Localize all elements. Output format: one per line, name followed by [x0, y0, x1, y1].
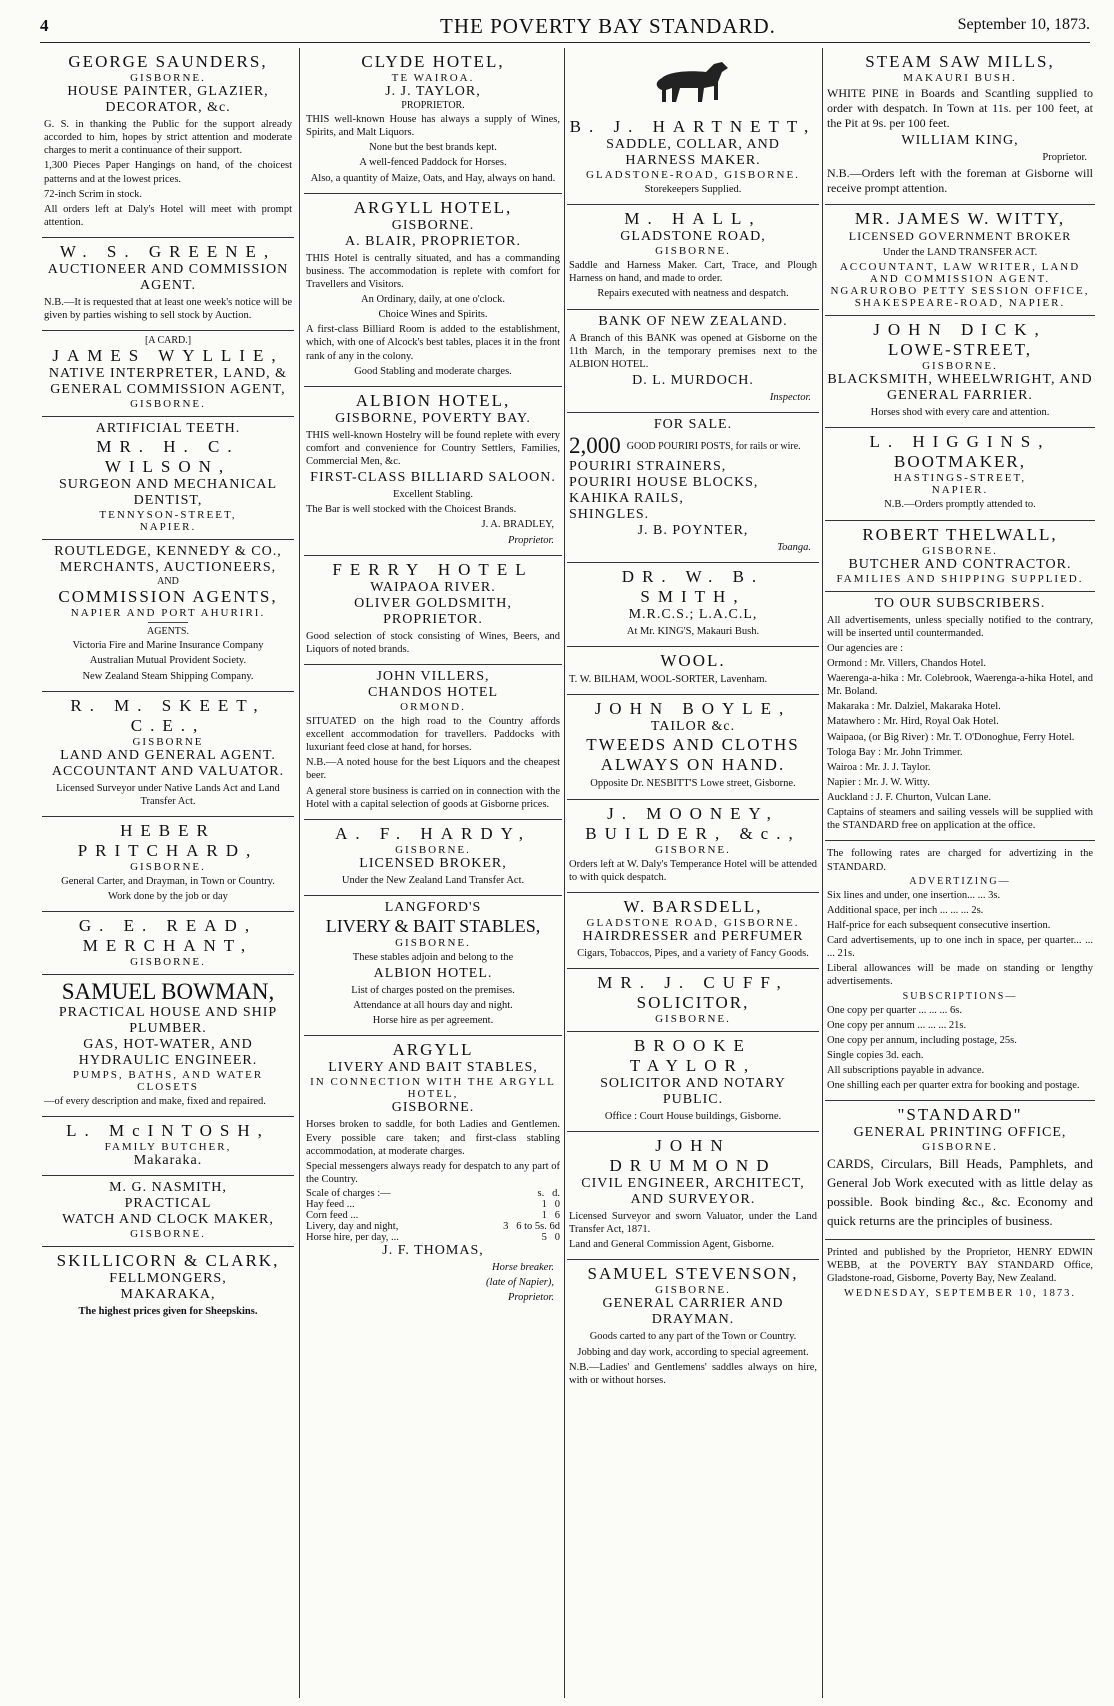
ad-trade: LIVERY & BAIT STABLES, [325, 915, 541, 936]
ad-heading: LANGFORD'S [384, 899, 482, 915]
agency-item: Waipaoa, (or Big River) : Mr. T. O'Donoghue, Ferry Hotel. [827, 731, 1075, 743]
ad-list-item: POURIRI STRAINERS, [569, 459, 727, 474]
ad-heading: ROUTLEDGE, KENNEDY & CO., [54, 544, 282, 560]
ad-hall [567, 205, 819, 309]
agency-item: Ormond : Mr. Villers, Chandos Hotel. [827, 657, 987, 669]
ad-text: Jobbing and day work, according to special agreement. [577, 1346, 809, 1358]
ad-list-item: POURIRI HOUSE BLOCKS, [569, 475, 759, 490]
ad-town: GISBORNE. [130, 860, 206, 873]
ad-town: WAIPAOA RIVER. [370, 579, 496, 595]
ad-street: LOWE-STREET, [887, 340, 1033, 360]
ad-skillicorn [42, 1247, 294, 1326]
column-3 [567, 48, 819, 1698]
ad-text: Our agencies are : [827, 642, 904, 654]
ad-heading: J. MOONEY, [607, 803, 779, 823]
ad-text: All advertisements, unless specially notified to the contrary, will be inserted until countermanded. [827, 614, 1093, 639]
ad-heading: BROOKE TAYLOR, [629, 1035, 757, 1075]
ad-trade: BUILDER, &c., [585, 823, 801, 843]
ad-town: GISBORNE. [655, 1012, 731, 1025]
ad-heading: L. McINTOSH, [66, 1121, 270, 1141]
ad-heading: MR. J. CUFF, [597, 972, 789, 992]
agency-item: Matawhero : Mr. Hird, Royal Oak Hotel. [827, 716, 999, 728]
ad-text: A first-class Billiard Room is added to the establishment, which, with one of Alcock's best tables, places it in the front rank of any in the colony. [306, 324, 560, 362]
ad-town: GISBORNE [132, 735, 204, 748]
ad-town: GISBORNE. [395, 936, 471, 949]
ad-town: GISBORNE. [922, 1141, 998, 1154]
ad-higgins [825, 428, 1095, 520]
ad-text: Toanga. [777, 542, 811, 553]
ad-trade: SADDLE, COLLAR, AND HARNESS MAKER. [606, 137, 780, 168]
ad-text: A well-fenced Paddock for Horses. [359, 157, 507, 169]
ad-trade: TWEEDS AND CLOTHS [586, 735, 800, 755]
ad-street: GLADSTONE ROAD, [620, 229, 766, 245]
ad-text: THIS Hotel is centrally situated, and has a commanding business. The accommodation is replete with comfort for Travellers and Visitors. [306, 252, 560, 290]
issue-date: September 10, 1873. [957, 16, 1090, 33]
ad-heading: "STANDARD" [897, 1105, 1023, 1125]
column-4 [825, 48, 1095, 1698]
rate-item: All subscriptions payable in advance. [827, 1065, 985, 1076]
rate-row: Horse hire, per day, ... 5 0 [306, 1232, 560, 1243]
rate-item: Liberal allowances will be made on standing or lengthy advertisements. [827, 963, 1093, 988]
ad-trade: BOOTMAKER, [894, 452, 1026, 472]
ad-trade: HOUSE PAINTER, GLAZIER, DECORATOR, &c. [67, 84, 269, 115]
ad-hardy [304, 820, 562, 896]
ad-text: Under the New Zealand Land Transfer Act. [341, 874, 525, 886]
ad-text: Horse breaker. [491, 1262, 554, 1273]
ad-heading: A. F. HARDY, [335, 823, 531, 843]
ad-text: Orders left at W. Daly's Temperance Hotel will be attended to with quick despatch. [569, 858, 817, 883]
ad-text: N.B.—Ladies' and Gentlemens' saddles always on hire, with or without horses. [569, 1361, 817, 1386]
ad-label: FIRST-CLASS BILLIARD SALOON. [310, 470, 556, 486]
column-rule [564, 48, 565, 1698]
ad-text: (late of Napier), [486, 1277, 554, 1289]
ad-text: Good selection of stock consisting of Wines, Beers, and Liquors of noted brands. [306, 630, 560, 655]
ad-text: List of charges posted on the premises. [351, 985, 515, 996]
ad-label: PUMPS, BATHS, AND WATER CLOSETS [72, 1069, 264, 1094]
ad-heading: ARGYLL HOTEL, [353, 197, 513, 217]
ad-trade: WATCH AND CLOCK MAKER, [62, 1212, 274, 1228]
rate-item: Six lines and under, one insertion... ... 3s. [827, 889, 1001, 901]
ad-text: Horses shod with every care and attention. [870, 407, 1050, 419]
rate-row: Hay feed ... 1 0 [306, 1199, 560, 1210]
column-1 [42, 48, 294, 1698]
ad-heading: DR. W. B. SMITH, [621, 567, 765, 607]
ad-proprietor: J. F. THOMAS, [382, 1243, 484, 1258]
ad-text: N.B.—Orders promptly attended to. [884, 499, 1036, 511]
ad-trade: MERCHANT, [82, 936, 254, 956]
ad-heading: ARGYLL [392, 1040, 474, 1060]
ad-trade: FELLMONGERS, [109, 1271, 227, 1287]
ad-text: 72-inch Scrim in stock. [44, 188, 142, 200]
ad-trade: AUCTIONEER AND COMMISSION AGENT. [47, 262, 289, 293]
ad-heading: JOHN DICK, [873, 320, 1047, 340]
ad-text: Office : Court House buildings, Gisborne. [604, 1110, 782, 1122]
ad-heading: B. J. HARTNETT, [569, 117, 817, 136]
ad-text: New Zealand Steam Shipping Company. [82, 670, 254, 682]
ad-text: CARDS, Circulars, Bill Heads, Pamphlets, and General Job Work executed with as little delay as possible. Book binding &c., &c. Economy and quick returns are the principles of business. [827, 1156, 1093, 1228]
ad-text: THIS well-known House has always a supply of Wines, Spirits, and Malt Liquors. [306, 114, 560, 139]
ad-town: TE WAIROA. [391, 72, 475, 84]
ad-text: Work done by the job or day [108, 891, 228, 902]
ad-bank [567, 310, 819, 414]
ad-trade: ALWAYS ON HAND. [600, 755, 786, 775]
ad-mooney [567, 800, 819, 893]
ad-label: NGARUROBO PETTY SESSION OFFICE, [830, 285, 1090, 298]
ad-street: HASTINGS-STREET, [893, 472, 1027, 485]
column-2 [304, 48, 562, 1698]
ad-text: N.B.—A noted house for the best Liquors and the cheapest beer. [306, 757, 560, 782]
ad-text: G. S. in thanking the Public for the support already accorded to him, hopes by strict attention and moderate charges to merit a continuance of their support. [44, 119, 292, 157]
ad-label: AGENTS. [147, 626, 189, 638]
ad-heading: SKILLICORN & CLARK, [56, 1251, 280, 1271]
ad-trade: ACCOUNTANT, LAW WRITER, LAND AND COMMISSION AGENT. [839, 261, 1081, 286]
ad-town: NAPIER. [931, 484, 989, 497]
ad-ferry-hotel [304, 556, 562, 665]
ad-town: GISBORNE, POVERTY BAY. [335, 410, 531, 426]
ad-text: Cigars, Tobaccos, Pipes, and a variety of Fancy Goods. [577, 947, 809, 959]
ad-text: Australian Mutual Provident Society. [89, 655, 247, 667]
ad-town: GISBORNE. [130, 1228, 206, 1241]
ad-heading: R. M. SKEET, C.E., [70, 695, 266, 735]
ad-town: GISBORNE. [130, 398, 206, 411]
ad-heading: ALBION HOTEL, [355, 390, 511, 410]
column-rule [299, 48, 300, 1698]
ad-text: None but the best brands kept. [369, 142, 497, 154]
ad-town: GISBORNE. [395, 843, 471, 856]
ad-trade: GAS, HOT-WATER, AND HYDRAULIC ENGINEER. [78, 1037, 258, 1069]
ad-clyde-hotel [304, 48, 562, 194]
ad-trade: FAMILY BUTCHER, [104, 1141, 232, 1154]
ad-proprietor: WILLIAM KING, [901, 133, 1019, 148]
ad-heading: TO OUR SUBSCRIBERS. [874, 595, 1046, 611]
agency-item: Makaraka : Mr. Dalziel, Makaraka Hotel. [827, 701, 1001, 713]
ad-text: The Bar is well stocked with the Choicest Brands. [306, 504, 517, 516]
ad-langford [304, 896, 562, 1037]
ad-text: Horse hire as per agreement. [372, 1015, 494, 1027]
ad-list-item: KAHIKA RAILS, [569, 491, 684, 506]
ad-trade: ACCOUNTANT AND VALUATOR. [51, 763, 285, 779]
ad-heading: G. E. READ, [78, 916, 258, 936]
rate-item: Single copies 3d. each. [827, 1049, 924, 1061]
ad-text: Licensed Surveyor under Native Lands Act and Land Transfer Act. [56, 782, 280, 807]
ad-text: Proprietor. [508, 534, 554, 546]
ad-trade: GENERAL CARRIER AND DRAYMAN. [602, 1296, 784, 1328]
ad-boyle [567, 695, 819, 799]
ad-printing-office [825, 1101, 1095, 1239]
ad-text: —of every description and make, fixed and repaired. [44, 1096, 266, 1108]
rate-item: One copy per quarter ... ... ... 6s. [827, 1004, 963, 1016]
rate-item: Half-price for each subsequent consecutive insertion. [827, 919, 1051, 931]
ad-trade: BUTCHER AND CONTRACTOR. [848, 556, 1072, 572]
ad-text: Land and General Commission Agent, Gisborne. [569, 1239, 775, 1251]
ad-text: Goods carted to any part of the Town or Country. [589, 1331, 797, 1343]
ad-text: Opposite Dr. NESBITT'S Lowe street, Gisborne. [590, 778, 796, 790]
ad-label: IN CONNECTION WITH THE ARGYLL HOTEL, [310, 1076, 556, 1101]
ad-greene [42, 238, 294, 331]
horse-icon [648, 52, 738, 112]
ad-text: These stables adjoin and belong to the [352, 951, 514, 963]
ad-town: MAKAURI BUSH. [903, 72, 1017, 84]
ad-stevenson [567, 1260, 819, 1395]
ad-town: GISBORNE. [655, 245, 731, 258]
ad-trade: PRACTICAL [124, 1196, 212, 1212]
page-number: 4 [40, 16, 49, 35]
ad-text: Inspector. [769, 391, 811, 403]
ad-steam-saw-mills [825, 48, 1095, 205]
column-rule [822, 48, 823, 1698]
ad-heading: CHANDOS HOTEL [367, 684, 499, 700]
ad-text: N.B.—It is requested that at least one week's notice will be given by parties wishing to sell stock by Auction. [44, 297, 292, 322]
ad-nasmith [42, 1176, 294, 1247]
ad-text: Choice Wines and Spirits. [378, 309, 488, 321]
ad-town: GISBORNE. [655, 843, 731, 856]
agency-item: Napier : Mr. J. W. Witty. [827, 776, 930, 788]
ad-street: TENNYSON-STREET, [99, 509, 237, 522]
ad-label: PROPRIETOR. [401, 100, 465, 111]
ad-heading: CLYDE HOTEL, [361, 52, 505, 71]
ad-heading: SAMUEL STEVENSON, [587, 1264, 799, 1284]
ad-heading: FOR SALE. [653, 417, 733, 432]
ad-trade: CIVIL ENGINEER, ARCHITECT, AND SURVEYOR. [581, 1176, 805, 1207]
ad-dick [825, 316, 1095, 428]
ad-trade: LICENSED GOVERNMENT BROKER [848, 229, 1072, 244]
ad-town: GISBORNE. [922, 360, 998, 373]
ad-text: All orders left at Daly's Hotel will meet with prompt attention. [44, 203, 292, 228]
ad-trade: TAILOR &c. [650, 719, 736, 735]
ad-heading: W. BARSDELL, [623, 896, 763, 916]
imprint [825, 1240, 1095, 1309]
ad-trade: HAIRDRESSER and PERFUMER [582, 928, 804, 944]
ad-bowman [42, 975, 294, 1117]
ad-mcintosh [42, 1117, 294, 1176]
ad-text: GOOD POURIRI POSTS, for rails or wire. [626, 440, 801, 452]
ad-text: Special messengers always ready for despatch to any part of the Country. [306, 1160, 560, 1185]
ad-subscribers [825, 592, 1095, 842]
ad-text: WHITE PINE in Boards and Scantling supplied to order with despatch. In Town at 11s. per 100 feet, at the Pit at 9s. per 100 feet. [827, 86, 1093, 130]
ad-text: An Ordinary, daily, at one o'clock. [361, 294, 505, 305]
ad-street: GLADSTONE-ROAD, GISBORNE. [586, 169, 800, 181]
ad-text: SITUATED on the high road to the Country affords excellent accommodation for travellers. Paddocks with luxuriant feed close at hand, for horses. [306, 715, 560, 754]
ad-text: Repairs executed with neatness and despatch. [597, 288, 789, 300]
ad-proprietor: OLIVER GOLDSMITH, PROPRIETOR. [354, 595, 512, 627]
ad-proprietor: J. A. BRADLEY, [481, 519, 554, 531]
ad-trade: SOLICITOR, [636, 992, 750, 1012]
ad-heading: WOOL. [660, 651, 726, 671]
ad-list-item: SHINGLES. [569, 507, 650, 522]
ad-trade: LAND AND GENERAL AGENT. [60, 747, 276, 763]
ad-text: Captains of steamers and sailing vessels will be supplied with the STANDARD free on application at the office. [827, 807, 1093, 832]
ad-heading: BANK OF NEW ZEALAND. [598, 313, 788, 329]
ad-town: Makaraka. [133, 1153, 203, 1169]
ad-wilson [42, 417, 294, 540]
ad-heading: ROBERT THELWALL, [862, 524, 1058, 544]
ad-text: Proprietor. [1042, 152, 1087, 163]
ad-for-sale [567, 413, 819, 563]
agency-item: Waerenga-a-hika : Mr. Colebrook, Waerenga-a-hika Hotel, and Mr. Boland. [827, 673, 1093, 698]
ad-text: Proprietor. [508, 1292, 554, 1304]
ad-heading: HEBER PRITCHARD, [77, 820, 259, 860]
ad-town: GISBORNE. [130, 72, 206, 84]
ad-label: ADVERTIZING— [909, 875, 1011, 887]
ad-label: SUBSCRIPTIONS— [902, 990, 1018, 1002]
ad-text: The following rates are charged for advertizing in the STANDARD. [827, 848, 1093, 873]
ad-text: A Branch of this BANK was opened at Gisborne on the 11th March, in the temporary premises next to the ALBION HOTEL. [569, 332, 817, 370]
ad-argyll-stables [304, 1036, 562, 1312]
ad-text: General Carter, and Drayman, in Town or Country. [61, 875, 275, 887]
ad-text: A general store business is carried on in connection with the Hotel with a capital selection of goods at Gisborne prices. [306, 785, 560, 810]
ad-heading: MR. JAMES W. WITTY, [854, 209, 1066, 229]
newspaper-title: THE POVERTY BAY STANDARD. [440, 14, 776, 38]
ad-heading: M. HALL, [624, 209, 762, 229]
ad-text: The highest prices given for Sheepskins. [78, 1306, 258, 1318]
ad-argyll-hotel [304, 194, 562, 387]
ad-text: Saddle and Harness Maker. Cart, Trace, and Plough Harness on hand, and made to order. [569, 260, 817, 285]
agency-item: Tologa Bay : Mr. John Trimmer. [827, 746, 963, 758]
ad-town: NAPIER. [139, 521, 197, 534]
ad-street: SHAKESPEARE-ROAD, NAPIER. [854, 297, 1066, 310]
ad-heading: JOHN BOYLE, [594, 699, 792, 719]
ad-trade: SOLICITOR AND NOTARY PUBLIC. [600, 1075, 786, 1107]
ad-witty [825, 205, 1095, 316]
ad-trade: COMMISSION AGENTS, [58, 587, 278, 607]
ad-trade: GENERAL PRINTING OFFICE, [853, 1125, 1067, 1141]
ad-town: ORMOND. [400, 700, 466, 713]
rate-header: Scale of charges :— s. d. [306, 1188, 560, 1199]
ad-read [42, 912, 294, 975]
ad-text: Victoria Fire and Marine Insurance Company [72, 640, 264, 652]
ad-text: Excellent Stabling. [393, 489, 473, 501]
ad-proprietor: D. L. MURDOCH. [632, 372, 754, 388]
imprint-text: Printed and published by the Proprietor, HENRY EDWIN WEBB, at the POVERTY BAY STANDARD Office, Gladstone-road, Gisborne, Poverty Bay, New Zealand. [827, 1246, 1093, 1284]
ad-trade: MERCHANTS, AUCTIONEERS, [59, 560, 277, 576]
ad-text: Also, a quantity of Maize, Oats, and Hay, always on hand. [310, 172, 556, 184]
ad-proprietor: JOHN VILLERS, [376, 668, 490, 684]
ad-town: MAKARAKA, [120, 1287, 216, 1303]
agency-item: Auckland : J. F. Churton, Vulcan Lane. [827, 792, 991, 803]
ad-saunders [42, 48, 294, 238]
ad-text: N.B.—Orders left with the foreman at Gisborne will receive prompt attention. [827, 166, 1093, 196]
masthead [40, 12, 1090, 43]
ad-town: GISBORNE. [655, 1284, 731, 1297]
ad-albion-hotel [304, 387, 562, 556]
ad-text: 1,300 Pieces Paper Hangings on hand, of the choicest patterns and at the lowest prices. [44, 160, 292, 185]
ad-text: Under the LAND TRANSFER ACT. [882, 247, 1038, 259]
ad-rates [825, 841, 1095, 1101]
ad-trade: BLACKSMITH, WHEELWRIGHT, AND GENERAL FARRIER. [827, 372, 1093, 404]
rate-row: Livery, day and night, 3 6 to 5s. 6d [306, 1221, 560, 1232]
ad-routledge [42, 540, 294, 691]
imprint-date: WEDNESDAY, SEPTEMBER 10, 1873. [843, 1288, 1077, 1299]
ad-barsdell [567, 893, 819, 969]
ad-label: AND [157, 576, 179, 588]
ad-proprietor: A. BLAIR, PROPRIETOR. [345, 233, 521, 249]
ad-heading: W. S. GREENE, [59, 242, 277, 261]
rate-item: Additional space, per inch ... ... ... 2s. [827, 904, 984, 916]
rate-item: One copy per annum ... ... ... 21s. [827, 1019, 967, 1031]
ad-text: Attendance at all hours day and night. [353, 1000, 513, 1012]
ad-town: GISBORNE. [922, 544, 998, 557]
rate-row: Corn feed ... 1 6 [306, 1210, 560, 1221]
ad-trade: LIVERY AND BAIT STABLES, [328, 1060, 538, 1076]
ad-label: FAMILIES AND SHIPPING SUPPLIED. [836, 572, 1084, 585]
ad-cuff [567, 969, 819, 1032]
ad-proprietor: J. B. POYNTER, [637, 523, 749, 538]
ad-heading: JOHN DRUMMOND [609, 1136, 777, 1175]
ad-heading: SAMUEL BOWMAN, [61, 979, 275, 1005]
ad-heading: FERRY HOTEL [332, 559, 534, 579]
ad-chandos-hotel [304, 665, 562, 820]
ad-heading: STEAM SAW MILLS, [865, 52, 1055, 71]
ad-text: Horses broken to saddle, for both Ladies and Gentlemen. Every possible care taken; and first-class stabling accommodation, at moderate charges. [306, 1119, 560, 1157]
rate-item: One copy per annum, including postage, 25s. [827, 1034, 1017, 1046]
ad-smith [567, 563, 819, 647]
ad-heading: GEORGE SAUNDERS, [68, 52, 268, 71]
rate-item: Card advertisements, up to one inch in space, per quarter... ... ... 21s. [827, 935, 1093, 960]
ad-trade: SURGEON AND MECHANICAL DENTIST, [58, 477, 277, 509]
ad-hartnett [567, 48, 819, 205]
ad-trade: NATIVE INTERPRETER, LAND, & GENERAL COMMISSION AGENT, [48, 366, 288, 398]
agency-item: Wairoa : Mr. J. J. Taylor. [827, 761, 931, 773]
ad-text: Licensed Surveyor and sworn Valuator, under the Land Transfer Act, 1871. [569, 1211, 817, 1236]
ad-trade: PRACTICAL HOUSE AND SHIP PLUMBER. [58, 1005, 278, 1037]
ad-text: At Mr. KING'S, Makauri Bush. [626, 626, 760, 638]
ad-text: Good Stabling and moderate charges. [354, 365, 512, 377]
ad-street: GLADSTONE ROAD, GISBORNE. [586, 916, 800, 929]
ad-brooke-taylor [567, 1032, 819, 1132]
ad-town: NAPIER AND PORT AHURIRI. [70, 607, 266, 620]
rate-item: One shilling each per quarter extra for booking and postage. [827, 1080, 1080, 1092]
ad-wool [567, 647, 819, 695]
ad-heading: L. HIGGINS, [869, 432, 1051, 452]
ad-thelwall [825, 521, 1095, 592]
ad-text: T. W. BILHAM, WOOL-SORTER, Lavenham. [569, 674, 768, 686]
ad-wyllie [42, 331, 294, 417]
ad-pritchard [42, 817, 294, 912]
ad-label: ALBION HOTEL. [373, 966, 493, 981]
ad-drummond [567, 1132, 819, 1260]
ad-skeet [42, 692, 294, 817]
ad-quantity: 2,000 [569, 433, 621, 458]
ad-text: Storekeepers Supplied. [644, 184, 742, 195]
ad-label: [A CARD.] [144, 335, 192, 347]
ad-town: GISBORNE. [130, 956, 206, 969]
ad-heading: M. G. NASMITH, [109, 1180, 227, 1196]
ad-heading: JAMES WYLLIE, [52, 346, 284, 366]
ad-trade: LICENSED BROKER, [359, 855, 507, 871]
ad-town: GISBORNE. [391, 1100, 475, 1116]
ad-text: THIS well-known Hostelry will be found replete with every comfort and convenience for Country Settlers, Families, Commercial Men, &c. [306, 429, 560, 467]
ad-heading: MR. H. C. WILSON, [96, 437, 240, 477]
ad-proprietor: J. J. TAYLOR, [385, 84, 481, 99]
ad-label: ARTIFICIAL TEETH. [95, 421, 241, 437]
ad-trade: M.R.C.S.; L.A.C.L, [628, 607, 758, 623]
ad-town: GISBORNE. [391, 217, 475, 233]
